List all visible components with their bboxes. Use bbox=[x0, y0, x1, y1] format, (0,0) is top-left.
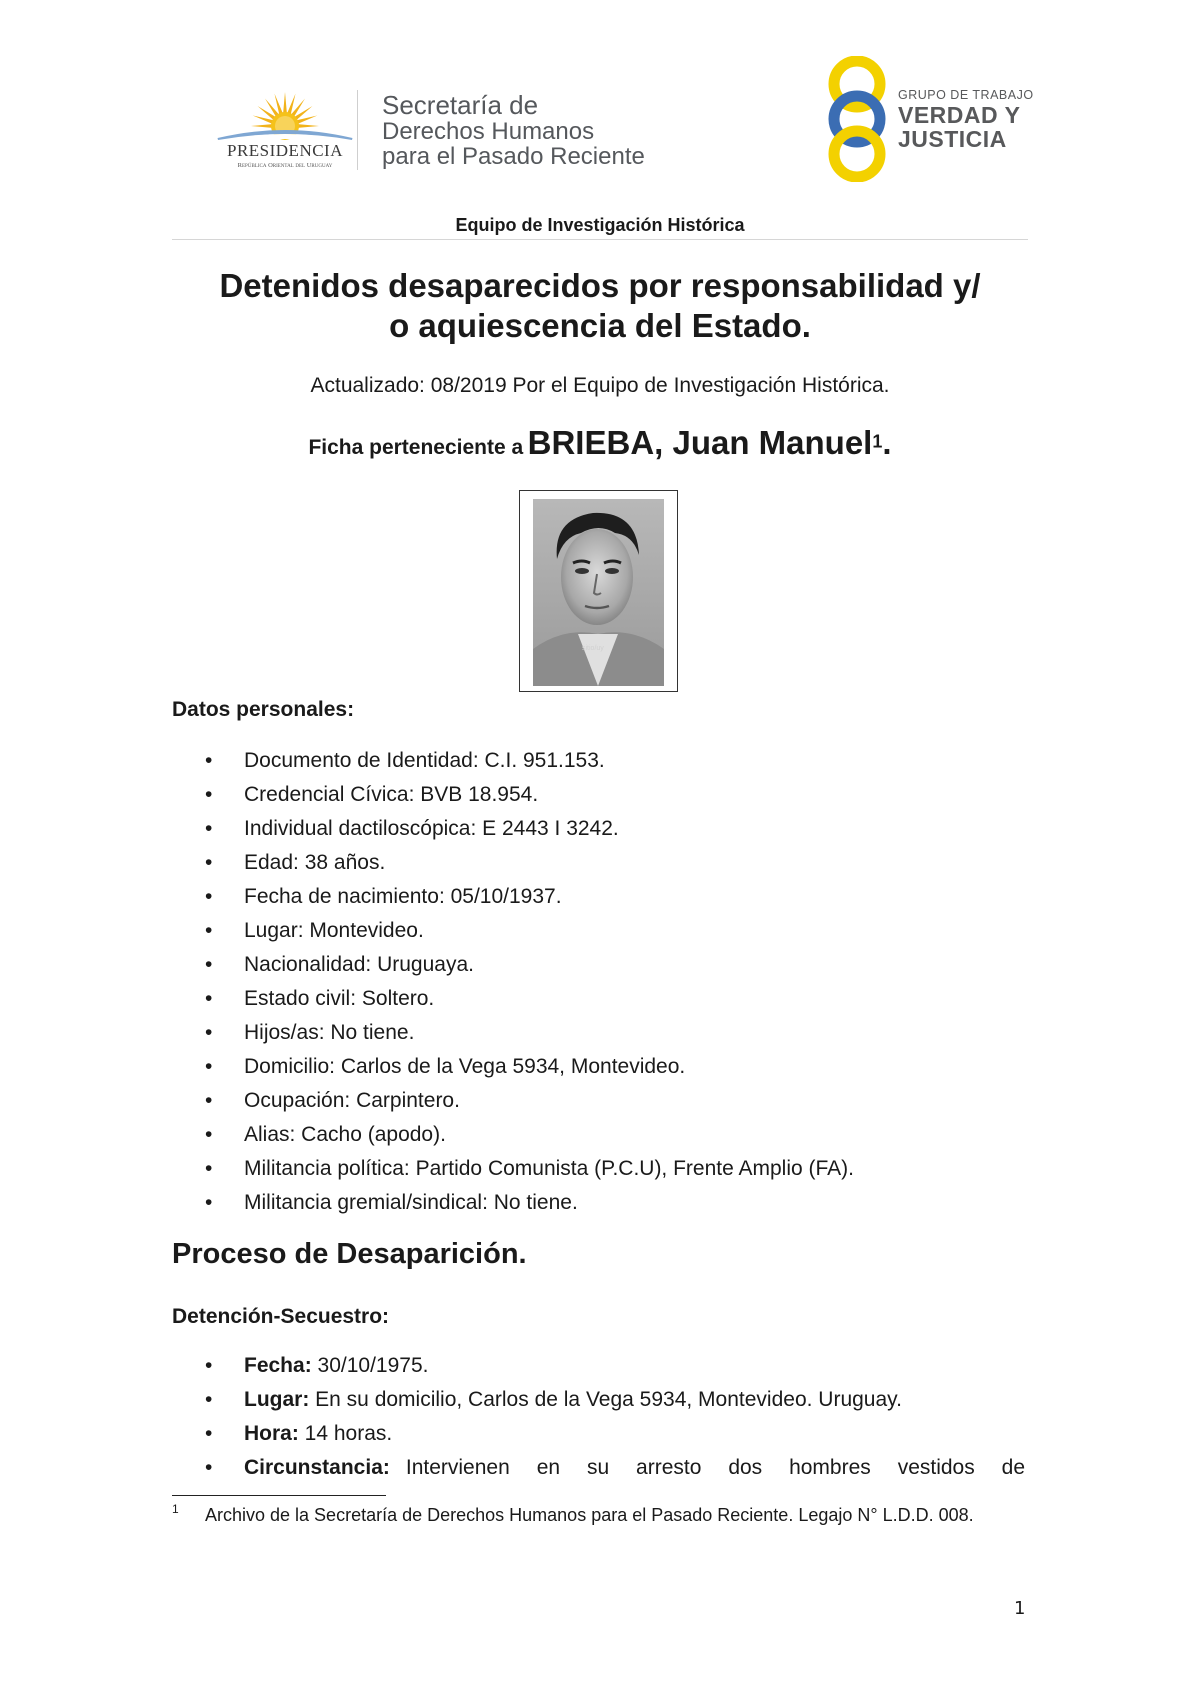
circunstancia-word: de bbox=[1001, 1456, 1025, 1479]
ficha-prefix: Ficha perteneciente a bbox=[308, 436, 524, 459]
list-item-text: Credencial Cívica: BVB 18.954. bbox=[244, 783, 539, 806]
presidencia-subtitle: República Oriental del Uruguay bbox=[237, 162, 333, 169]
list-item: • Alias: Cacho (apodo). bbox=[205, 1123, 446, 1146]
person-name: BRIEBA, Juan Manuel bbox=[527, 424, 873, 461]
footnote-ref[interactable]: 1 bbox=[872, 431, 883, 452]
list-item: • Lugar: En su domicilio, Carlos de la Vega 5934, Montevideo. Uruguay. bbox=[205, 1388, 902, 1411]
secretaria-logo-line3: para el Pasado Reciente bbox=[382, 143, 645, 170]
detention-value-circunstancia bbox=[390, 1451, 1025, 1485]
grupo-trabajo-line2: JUSTICIA bbox=[898, 126, 1007, 152]
detencion-label: Detención-Secuestro: bbox=[172, 1305, 390, 1328]
secretaria-logo bbox=[382, 92, 645, 169]
ficha-suffix: . bbox=[882, 424, 892, 461]
list-item: • Documento de Identidad: C.I. 951.153. bbox=[205, 749, 605, 772]
list-item-text: Nacionalidad: Uruguaya. bbox=[244, 953, 474, 976]
ficha-line bbox=[172, 424, 1028, 462]
list-item: • Estado civil: Soltero. bbox=[205, 987, 435, 1010]
detention-value-hora: 14 horas. bbox=[298, 1422, 393, 1445]
datos-personales-label: Datos personales: bbox=[172, 698, 355, 721]
list-item-text: Alias: Cacho (apodo). bbox=[244, 1123, 446, 1146]
detention-label-fecha: Fecha: bbox=[244, 1354, 312, 1377]
header-rule bbox=[172, 239, 1028, 240]
grupo-trabajo-line1: VERDAD Y bbox=[898, 102, 1021, 128]
detention-value-fecha: 30/10/1975. bbox=[311, 1354, 429, 1377]
list-item-text: Domicilio: Carlos de la Vega 5934, Montevideo. bbox=[244, 1055, 686, 1078]
logo-divider bbox=[357, 90, 358, 170]
list-item-text: Estado civil: Soltero. bbox=[244, 987, 435, 1010]
list-item-text: Documento de Identidad: C.I. 951.153. bbox=[244, 749, 605, 772]
circunstancia-line bbox=[244, 1451, 1025, 1485]
grupo-trabajo-small: GRUPO DE TRABAJO bbox=[898, 88, 1034, 102]
circunstancia-word: su bbox=[586, 1456, 610, 1479]
list-item-text: Militancia política: Partido Comunista (P.C.U), Frente Amplio (FA). bbox=[244, 1157, 854, 1180]
circunstancia-word: en bbox=[536, 1456, 561, 1479]
list-item-text: Lugar: Montevideo. bbox=[244, 919, 424, 942]
detention-label-circunstancia: Circunstancia: bbox=[244, 1456, 390, 1479]
list-item-text: Fecha de nacimiento: 05/10/1937. bbox=[244, 885, 562, 908]
footnote-text: Archivo de la Secretaría de Derechos Humanos para el Pasado Reciente. Legajo N° L.D.D. 008. bbox=[205, 1505, 974, 1525]
presidencia-name: PRESIDENCIA bbox=[226, 141, 343, 160]
list-item-text: Individual dactiloscópica: E 2443 I 3242. bbox=[244, 817, 619, 840]
document-title bbox=[172, 266, 1028, 346]
circunstancia-word: arresto bbox=[636, 1456, 702, 1479]
secretaria-logo-line1: Secretaría de bbox=[382, 90, 539, 120]
grupo-trabajo-text bbox=[898, 88, 1034, 151]
list-item: • Hijos/as: No tiene. bbox=[205, 1021, 415, 1044]
list-item: • Militancia política: Partido Comunista (P.C.U), Frente Amplio (FA). bbox=[205, 1157, 854, 1180]
photo-watermark: sitio/uy bbox=[582, 645, 604, 652]
list-item: • Militancia gremial/sindical: No tiene. bbox=[205, 1191, 578, 1214]
list-item: • Lugar: Montevideo. bbox=[205, 919, 424, 942]
page-number: 1 bbox=[1014, 1598, 1026, 1619]
footnote-number: 1 bbox=[172, 1502, 179, 1516]
list-item: • Nacionalidad: Uruguaya. bbox=[205, 953, 474, 976]
list-item: • Fecha: 30/10/1975. bbox=[205, 1354, 429, 1377]
detention-label-hora: Hora: bbox=[244, 1422, 299, 1445]
team-header: Equipo de Investigación Histórica bbox=[455, 215, 745, 235]
updated-line: Actualizado: 08/2019 Por el Equipo de Investigación Histórica. bbox=[310, 374, 890, 397]
circunstancia-word: vestidos bbox=[897, 1456, 975, 1479]
list-item: • Edad: 38 años. bbox=[205, 851, 386, 874]
personal-data-list bbox=[205, 744, 1025, 1220]
list-item: • Circunstancia: Intervienen en su arresto dos hombres vestidos de bbox=[205, 1451, 1025, 1485]
circunstancia-word: hombres bbox=[789, 1456, 871, 1479]
circunstancia-word: dos bbox=[728, 1456, 763, 1479]
list-item-text: Edad: 38 años. bbox=[244, 851, 386, 874]
list-item: • Credencial Cívica: BVB 18.954. bbox=[205, 783, 539, 806]
detention-list bbox=[205, 1349, 1025, 1485]
proceso-heading: Proceso de Desaparición. bbox=[172, 1238, 527, 1270]
list-item-text: Hijos/as: No tiene. bbox=[244, 1021, 415, 1044]
detention-label-lugar: Lugar: bbox=[244, 1388, 310, 1411]
footnote-rule bbox=[172, 1495, 386, 1496]
list-item: • Ocupación: Carpintero. bbox=[205, 1089, 460, 1112]
circunstancia-word: Intervienen bbox=[405, 1456, 510, 1479]
person-photo bbox=[533, 499, 664, 686]
list-item-text: Militancia gremial/sindical: No tiene. bbox=[244, 1191, 578, 1214]
detention-value-lugar: En su domicilio, Carlos de la Vega 5934, Montevideo. Uruguay. bbox=[309, 1388, 902, 1411]
list-item: • Domicilio: Carlos de la Vega 5934, Montevideo. bbox=[205, 1055, 686, 1078]
list-item: • Hora: 14 horas. bbox=[205, 1422, 393, 1445]
document-title-line1: Detenidos desaparecidos por responsabilidad y/ bbox=[219, 267, 981, 304]
list-item: • Fecha de nacimiento: 05/10/1937. bbox=[205, 885, 562, 908]
secretaria-logo-line2: Derechos Humanos bbox=[382, 118, 595, 145]
list-item: • Individual dactiloscópica: E 2443 I 3242. bbox=[205, 817, 619, 840]
list-item-text: Ocupación: Carpintero. bbox=[244, 1089, 460, 1112]
document-title-line2: o aquiescencia del Estado. bbox=[389, 307, 811, 344]
